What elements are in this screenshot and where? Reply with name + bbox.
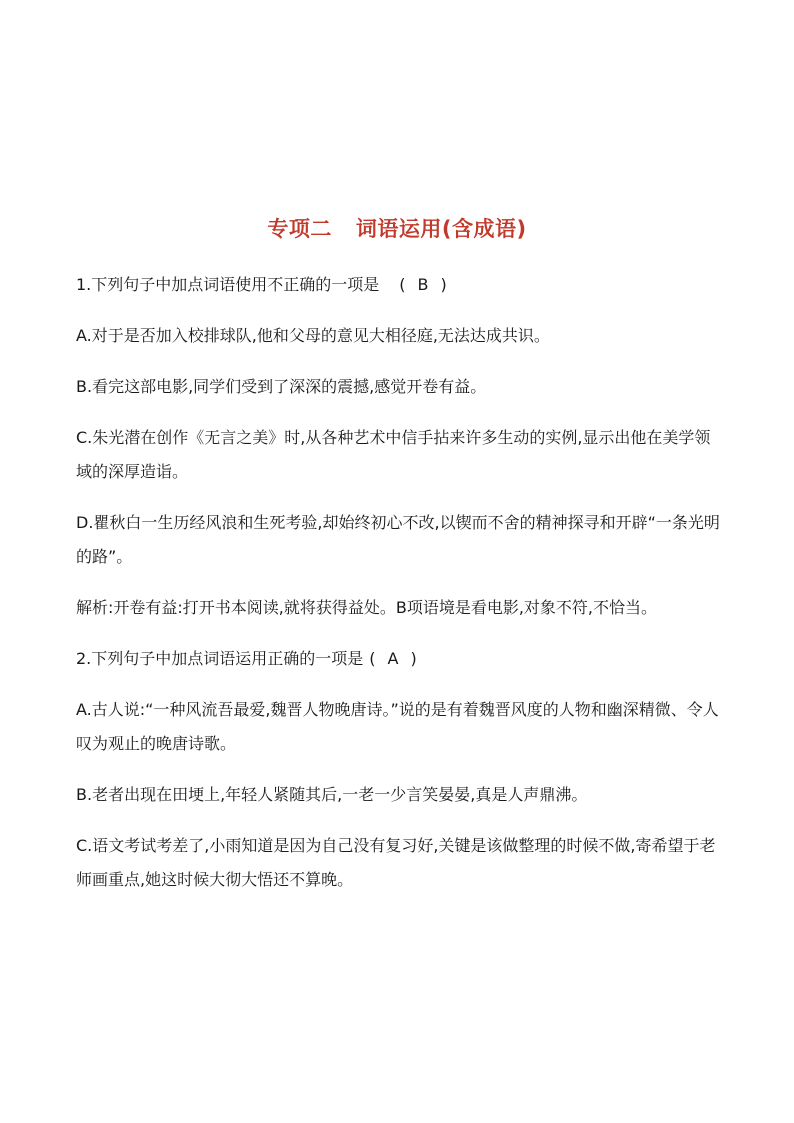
- q1-option-d: D.瞿秋白一生历经风浪和生死考验,却始终初心不改,以锲而不舍的精神探寻和开辟“一条光明的路”。: [76, 513, 720, 566]
- q1-option-c: C.朱光潜在创作《无言之美》时,从各种艺术中信手拈来许多生动的实例,显示出他在美学领域的深厚造诣。: [76, 428, 711, 481]
- q1-stem-text: 1.下列句子中加点词语使用不正确的一项是: [76, 275, 380, 294]
- q2-option-a: A.古人说:“一种风流吾最爱,魏晋人物晚唐诗。”说的是有着魏晋风度的人物和幽深精微、令人叹为观止的晚唐诗歌。: [76, 700, 719, 753]
- page-title: [0, 214, 794, 244]
- q2-answer: A: [387, 649, 399, 668]
- q1-stem: [76, 268, 724, 302]
- q1-answer-close: ): [440, 275, 447, 294]
- q2-option-c: C.语文考试考差了,小雨知道是因为自己没有复习好,关键是该做整理的时候不做,寄希望于老师画重点,她这时候大彻大悟还不算晚。: [76, 836, 716, 889]
- q2-answer-open: (: [369, 649, 376, 668]
- document-content: [76, 268, 724, 914]
- title-part2: 词语运用(含成语): [355, 217, 527, 241]
- q2-option-b: B.老者出现在田埂上,年轻人紧随其后,一老一少言笑晏晏,真是人声鼎沸。: [76, 785, 588, 804]
- q1-analysis: 解析:开卷有益:打开书本阅读,就将获得益处。B项语境是看电影,对象不符,不恰当。: [76, 598, 658, 617]
- title-part1: 专项二: [267, 217, 332, 241]
- q2-stem: [76, 642, 724, 676]
- q1-answer-open: (: [399, 275, 406, 294]
- q1-option-a: A.对于是否加入校排球队,他和父母的意见大相径庭,无法达成共识。: [76, 326, 550, 345]
- q1-answer: B: [417, 275, 429, 294]
- q2-answer-close: ): [410, 649, 417, 668]
- q2-stem-text: 2.下列句子中加点词语运用正确的一项是: [76, 649, 364, 668]
- q1-option-b: B.看完这部电影,同学们受到了深深的震撼,感觉开卷有益。: [76, 377, 487, 396]
